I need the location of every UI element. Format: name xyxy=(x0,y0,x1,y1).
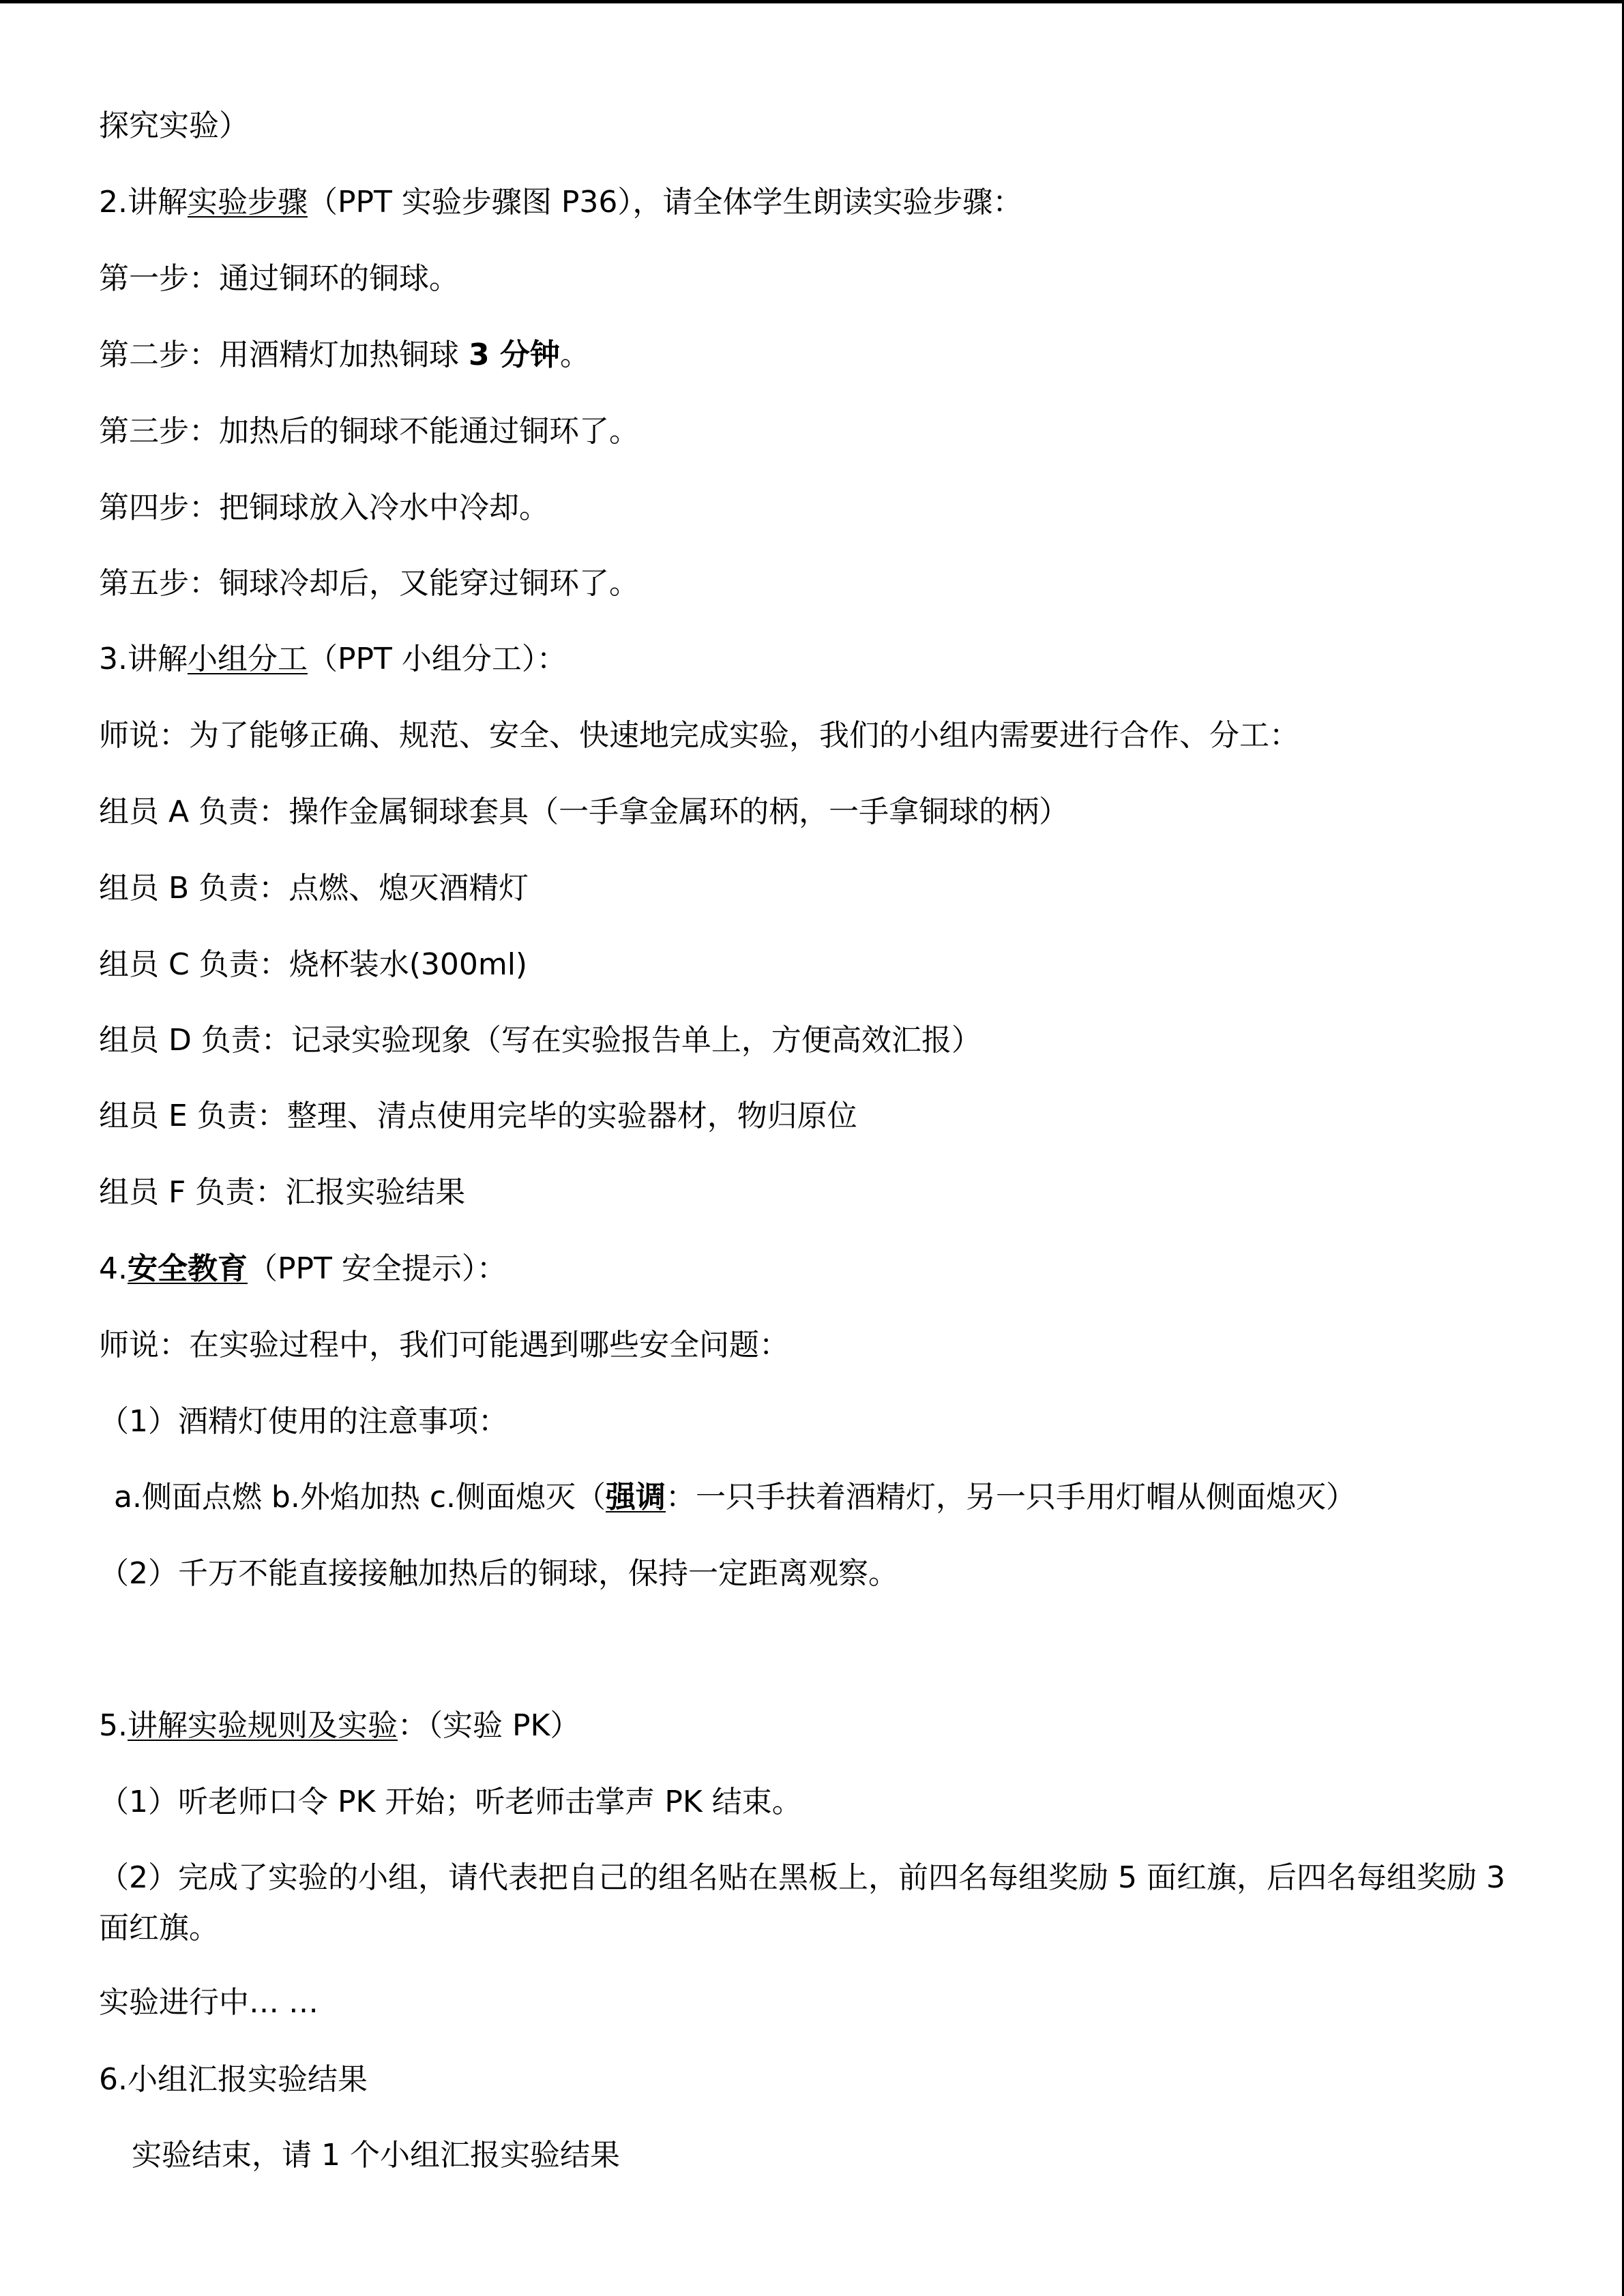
role-line: 组员 E 负责：整理、清点使用完毕的实验器材，物归原位 xyxy=(99,1099,857,1133)
safety-detail-text: a.侧面点燃 b.外焰加热 c.侧面熄灭（ xyxy=(114,1480,606,1515)
heading-underlined-bold-term: 安全教育 xyxy=(127,1251,248,1286)
safety-item: （1）酒精灯使用的注意事项： xyxy=(99,1404,508,1439)
section-heading-2 xyxy=(99,182,1022,223)
rule-item: （1）听老师口令 PK 开始；听老师击掌声 PK 结束。 xyxy=(99,1785,802,1819)
step-line: 第五步：铜球冷却后，又能穿过铜环了。 xyxy=(99,566,639,601)
safety-detail xyxy=(114,1477,1356,1518)
heading-prefix: 2.讲解 xyxy=(99,185,188,220)
teacher-speech: 师说：为了能够正确、规范、安全、快速地完成实验，我们的小组内需要进行合作、分工： xyxy=(99,718,1299,753)
section-heading-6: 6.小组汇报实验结果 xyxy=(99,2062,368,2097)
paragraph-line: 实验结束，请 1 个小组汇报实验结果 xyxy=(132,2138,620,2173)
role-line: 组员 F 负责：汇报实验结果 xyxy=(99,1175,466,1210)
rule-item: （2）完成了实验的小组，请代表把自己的组名贴在黑板上，前四名每组奖励 5 面红旗，后四名每组奖励 3 面红旗。 xyxy=(99,1860,1505,1945)
paragraph-line: 探究实验） xyxy=(99,108,249,143)
heading-prefix: 4. xyxy=(99,1251,128,1286)
section-heading-4 xyxy=(99,1249,507,1289)
role-line: 组员 B 负责：点燃、熄灭酒精灯 xyxy=(99,871,529,906)
role-line: 组员 D 负责：记录实验现象（写在实验报告单上，方便高效汇报） xyxy=(99,1023,981,1058)
heading-suffix: （PPT 小组分工）： xyxy=(307,642,567,676)
step-bold-duration: 3 分钟 xyxy=(469,338,560,372)
heading-prefix: 5. xyxy=(99,1708,128,1743)
heading-underlined-term: 实验步骤 xyxy=(187,185,308,220)
heading-suffix: （PPT 安全提示）： xyxy=(247,1251,507,1286)
section-heading-3 xyxy=(99,639,567,680)
step-line: 第一步：通过铜环的铜球。 xyxy=(99,261,459,296)
step-text-end: 。 xyxy=(559,338,590,372)
heading-prefix: 3.讲解 xyxy=(99,642,188,676)
step-line: 第四步：把铜球放入冷水中冷却。 xyxy=(99,490,549,525)
status-line: 实验进行中… … xyxy=(99,1985,319,2020)
heading-suffix: ：（实验 PK） xyxy=(397,1708,580,1743)
heading-underlined-term: 讲解实验规则及实验 xyxy=(127,1708,398,1743)
heading-underlined-term: 小组分工 xyxy=(187,642,308,676)
role-line: 组员 C 负责：烧杯装水(300ml) xyxy=(99,947,528,982)
safety-detail-end: ：一只手扶着酒精灯，另一只手用灯帽从侧面熄灭） xyxy=(666,1480,1357,1515)
step-text: 第二步：用酒精灯加热铜球 xyxy=(99,338,469,372)
step-line xyxy=(99,335,590,376)
emphasis-term: 强调 xyxy=(606,1480,666,1515)
teacher-speech: 师说：在实验过程中，我们可能遇到哪些安全问题： xyxy=(99,1328,789,1362)
safety-item: （2）千万不能直接接触加热后的铜球，保持一定距离观察。 xyxy=(99,1556,898,1591)
section-heading-5 xyxy=(99,1705,580,1746)
step-line: 第三步：加热后的铜球不能通过铜环了。 xyxy=(99,414,639,449)
heading-suffix: （PPT 实验步骤图 P36），请全体学生朗读实验步骤： xyxy=(307,185,1023,220)
role-line: 组员 A 负责：操作金属铜球套具（一手拿金属环的柄，一手拿铜球的柄） xyxy=(99,794,1069,829)
